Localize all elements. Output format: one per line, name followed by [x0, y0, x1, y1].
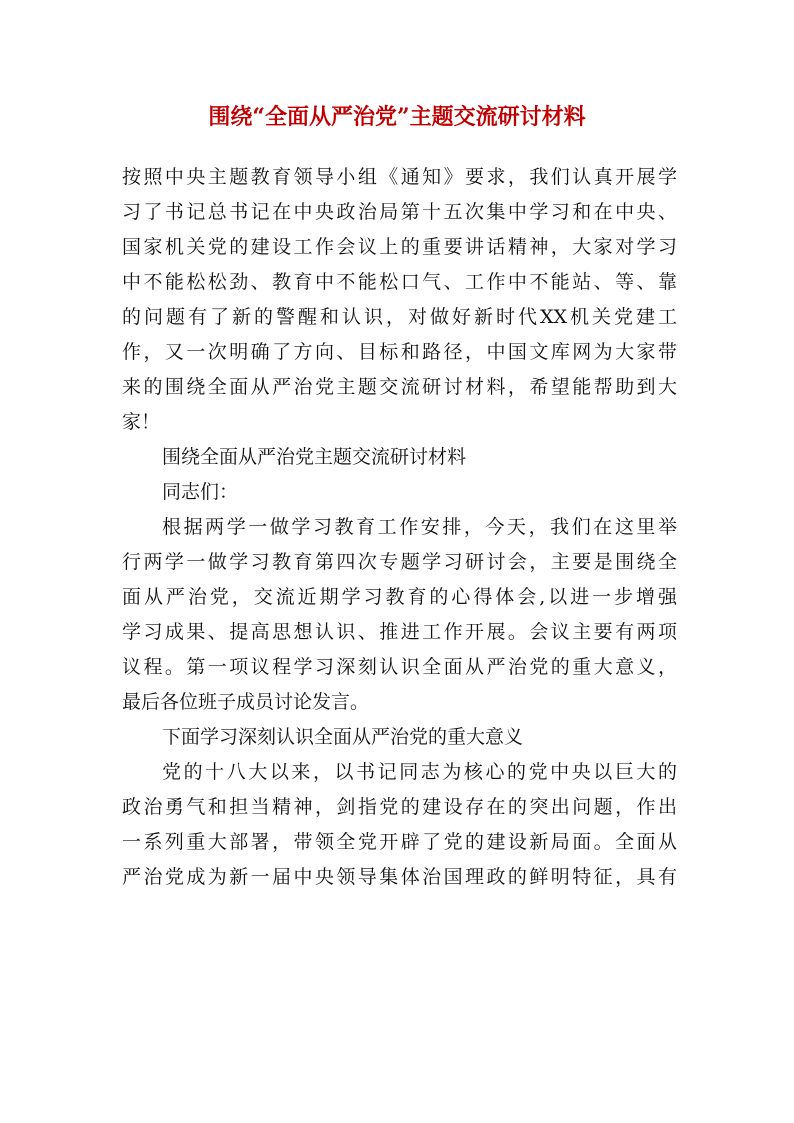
- paragraph-line: 面从严治党，交流近期学习教育的心得体会,以进一步增强: [122, 586, 677, 608]
- document-body: [122, 160, 677, 895]
- paragraph-line: 根据两学一做学习教育工作安排，今天，我们在这里举: [162, 516, 677, 538]
- paragraph-line: 按照中央主题教育领导小组《通知》要求，我们认真开展学: [122, 166, 677, 188]
- paragraph-line: 议程。第一项议程学习深刻认识全面从严治党的重大意义，: [122, 656, 677, 678]
- paragraph-line: 来的围绕全面从严治党主题交流研讨材料，希望能帮助到大: [122, 376, 677, 398]
- paragraph-line: 中不能松松劲、教育中不能松口气、工作中不能站、等、靠: [122, 271, 677, 293]
- section-heading: 围绕全面从严治党主题交流研讨材料: [162, 446, 467, 468]
- document-title: 围绕“全面从严治党”主题交流研讨材料: [208, 104, 586, 130]
- paragraph-line: 习了书记总书记在中央政治局第十五次集中学习和在中央、: [122, 201, 677, 223]
- paragraph-line: 党的十八大以来，以书记同志为核心的党中央以巨大的: [162, 761, 677, 783]
- paragraph-line: 一系列重大部署，带领全党开辟了党的建设新局面。全面从: [122, 831, 677, 853]
- paragraph-line: 家！: [122, 411, 161, 433]
- paragraph-line: 政治勇气和担当精神，剑指党的建设存在的突出问题，作出: [122, 796, 677, 818]
- paragraph-line: 国家机关党的建设工作会议上的重要讲话精神，大家对学习: [122, 236, 677, 258]
- paragraph-line: 最后各位班子成员讨论发言。: [122, 691, 370, 713]
- salutation: 同志们：: [162, 481, 239, 503]
- paragraph-line: 严治党成为新一届中央领导集体治国理政的鲜明特征，具有: [122, 866, 677, 888]
- paragraph-line: 学习成果、提高思想认识、推进工作开展。会议主要有两项: [122, 621, 677, 643]
- section-heading: 下面学习深刻认识全面从严治党的重大意义: [162, 726, 524, 748]
- paragraph-line: 行两学一做学习教育第四次专题学习研讨会，主要是围绕全: [122, 551, 677, 573]
- paragraph-line: 作，又一次明确了方向、目标和路径，中国文库网为大家带: [122, 341, 677, 363]
- paragraph-line: 的问题有了新的警醒和认识，对做好新时代XX机关党建工: [122, 306, 677, 328]
